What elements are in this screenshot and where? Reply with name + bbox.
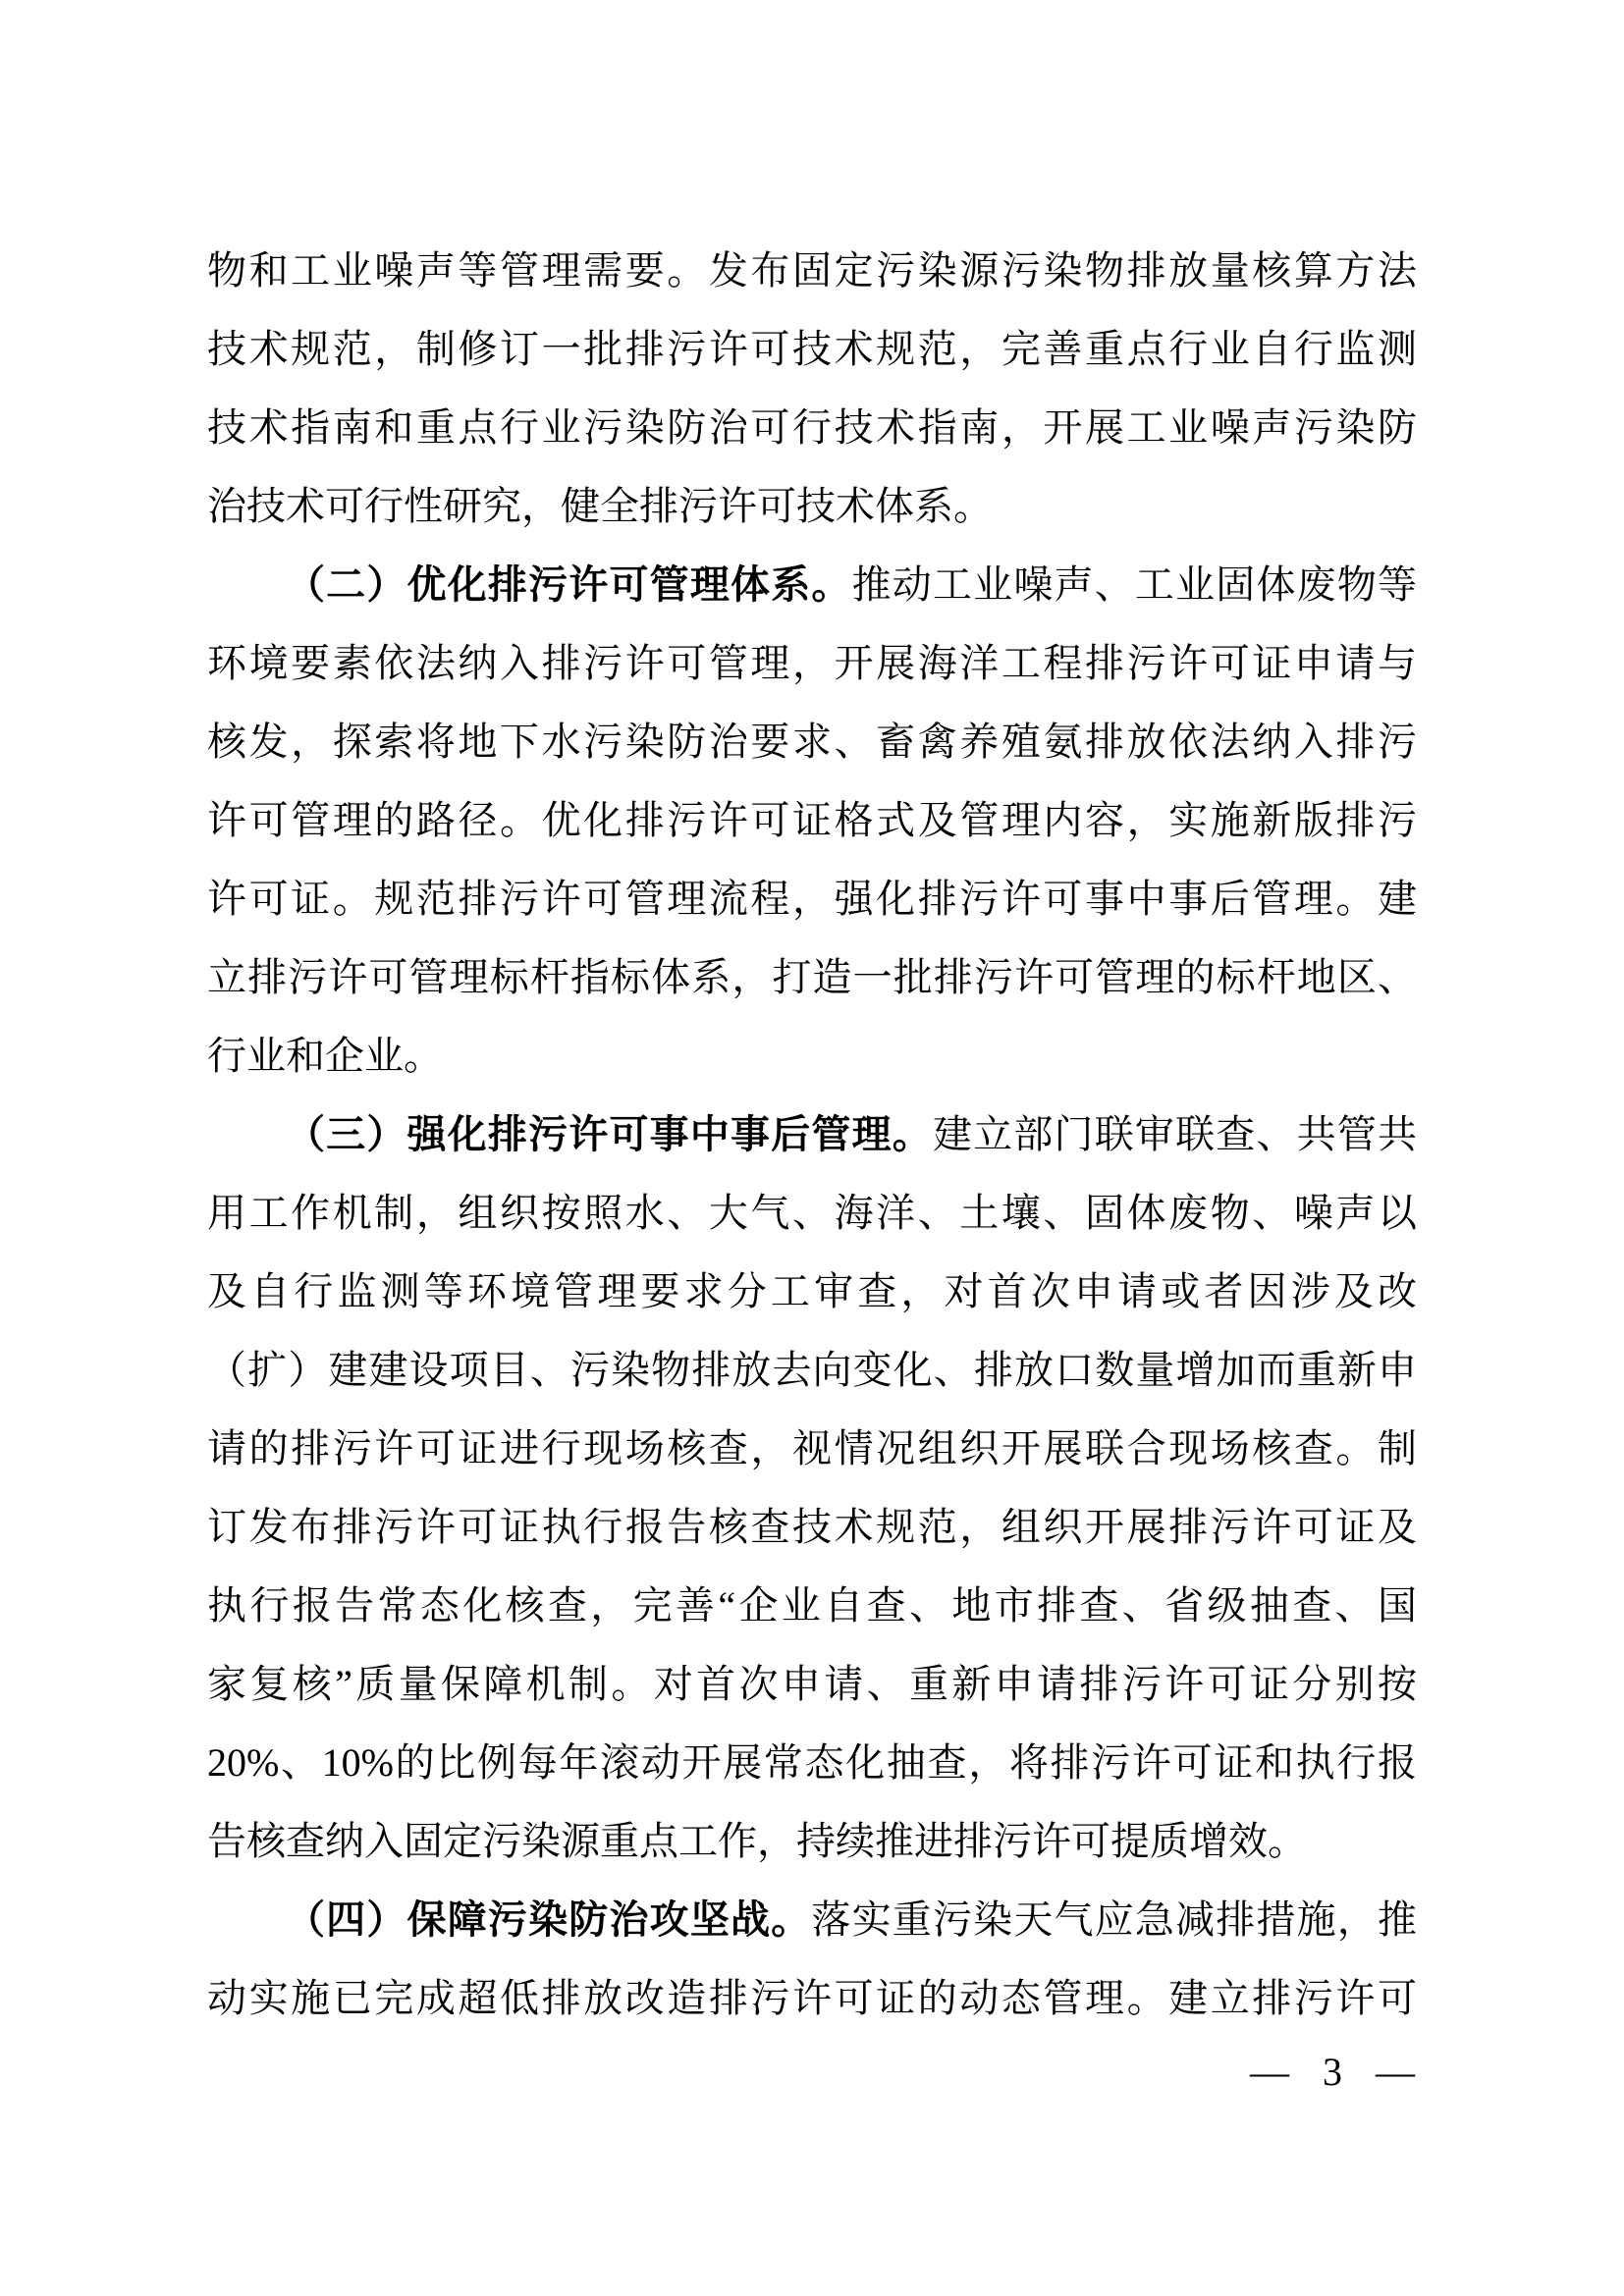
line-text: 执行报告常态化核查，完善“企业自查、地市排查、省级抽查、国 — [207, 1583, 1417, 1628]
body-line — [207, 232, 1417, 310]
line-text: 请的排污许可证进行现场核查，视情况组织开展联合现场核查。制 — [207, 1426, 1417, 1470]
section-line — [207, 546, 1417, 624]
line-text: 落实重污染天气应急减排措施，推 — [811, 1897, 1418, 1942]
document-body — [207, 232, 1417, 2038]
line-text: 治技术可行性研究，健全排污许可技术体系。 — [207, 484, 993, 528]
body-line — [207, 1802, 1417, 1881]
body-line — [207, 624, 1417, 703]
line-text: 技术规范，制修订一批排污许可技术规范，完善重点行业自行监测 — [207, 327, 1417, 371]
line-text: 许可证。规范排污许可管理流程，强化排污许可事中事后管理。建 — [207, 877, 1417, 921]
body-line — [207, 1488, 1417, 1567]
line-text: 建立部门联审联查、共管共 — [932, 1112, 1418, 1156]
line-text: 订发布排污许可证执行报告核查技术规范，组织开展排污许可证及 — [207, 1505, 1417, 1549]
line-text: 核发，探索将地下水污染防治要求、畜禽养殖氨排放依法纳入排污 — [207, 720, 1417, 764]
body-line — [207, 1567, 1417, 1645]
body-line — [207, 1253, 1417, 1331]
body-line — [207, 781, 1417, 860]
line-text: 用工作机制，组织按照水、大气、海洋、土壤、固体废物、噪声以 — [207, 1191, 1417, 1235]
line-text: 20%、10%的比例每年滚动开展常态化抽查，将排污许可证和执行报 — [207, 1740, 1417, 1785]
body-line — [207, 1645, 1417, 1724]
body-line — [207, 860, 1417, 938]
section-heading: （四）保障污染防治攻坚战。 — [286, 1898, 812, 1942]
line-text: 动实施已完成超低排放改造排污许可证的动态管理。建立排污许可 — [207, 1976, 1417, 2020]
section-heading: （二）优化排污许可管理体系。 — [286, 563, 852, 607]
line-text: 许可管理的路径。优化排污许可证格式及管理内容，实施新版排污 — [207, 798, 1417, 842]
body-line — [207, 1174, 1417, 1253]
body-line — [207, 1331, 1417, 1410]
section-heading: （三）强化排污许可事中事后管理。 — [286, 1113, 933, 1156]
line-text: （扩）建建设项目、污染物排放去向变化、排放口数量增加而重新申 — [207, 1348, 1417, 1392]
body-line — [207, 1017, 1417, 1095]
line-text: 技术指南和重点行业污染防治可行技术指南，开展工业噪声污染防 — [207, 405, 1417, 450]
body-line — [207, 938, 1417, 1017]
body-line — [207, 467, 1417, 546]
line-text: 环境要素依法纳入排污许可管理，开展海洋工程排污许可证申请与 — [207, 641, 1417, 685]
section-line — [207, 1095, 1417, 1174]
body-line — [207, 389, 1417, 467]
line-text: 家复核”质量保障机制。对首次申请、重新申请排污许可证分别按 — [207, 1662, 1417, 1706]
line-text: 物和工业噪声等管理需要。发布固定污染源污染物排放量核算方法 — [207, 248, 1417, 293]
body-line — [207, 1410, 1417, 1488]
section-line — [207, 1881, 1417, 1959]
page-number: — 3 — — [1250, 2050, 1417, 2094]
line-text: 行业和企业。 — [207, 1034, 443, 1078]
line-text: 推动工业噪声、工业固体废物等 — [851, 562, 1418, 607]
line-text: 及自行监测等环境管理要求分工审查，对首次申请或者因涉及改 — [207, 1269, 1417, 1313]
body-line — [207, 1724, 1417, 1802]
line-text: 告核查纳入固定污染源重点工作，持续推进排污许可提质增效。 — [207, 1819, 1307, 1863]
body-line — [207, 1959, 1417, 2038]
line-text: 立排污许可管理标杆指标体系，打造一批排污许可管理的标杆地区、 — [207, 955, 1417, 999]
body-line — [207, 703, 1417, 781]
body-line — [207, 310, 1417, 389]
